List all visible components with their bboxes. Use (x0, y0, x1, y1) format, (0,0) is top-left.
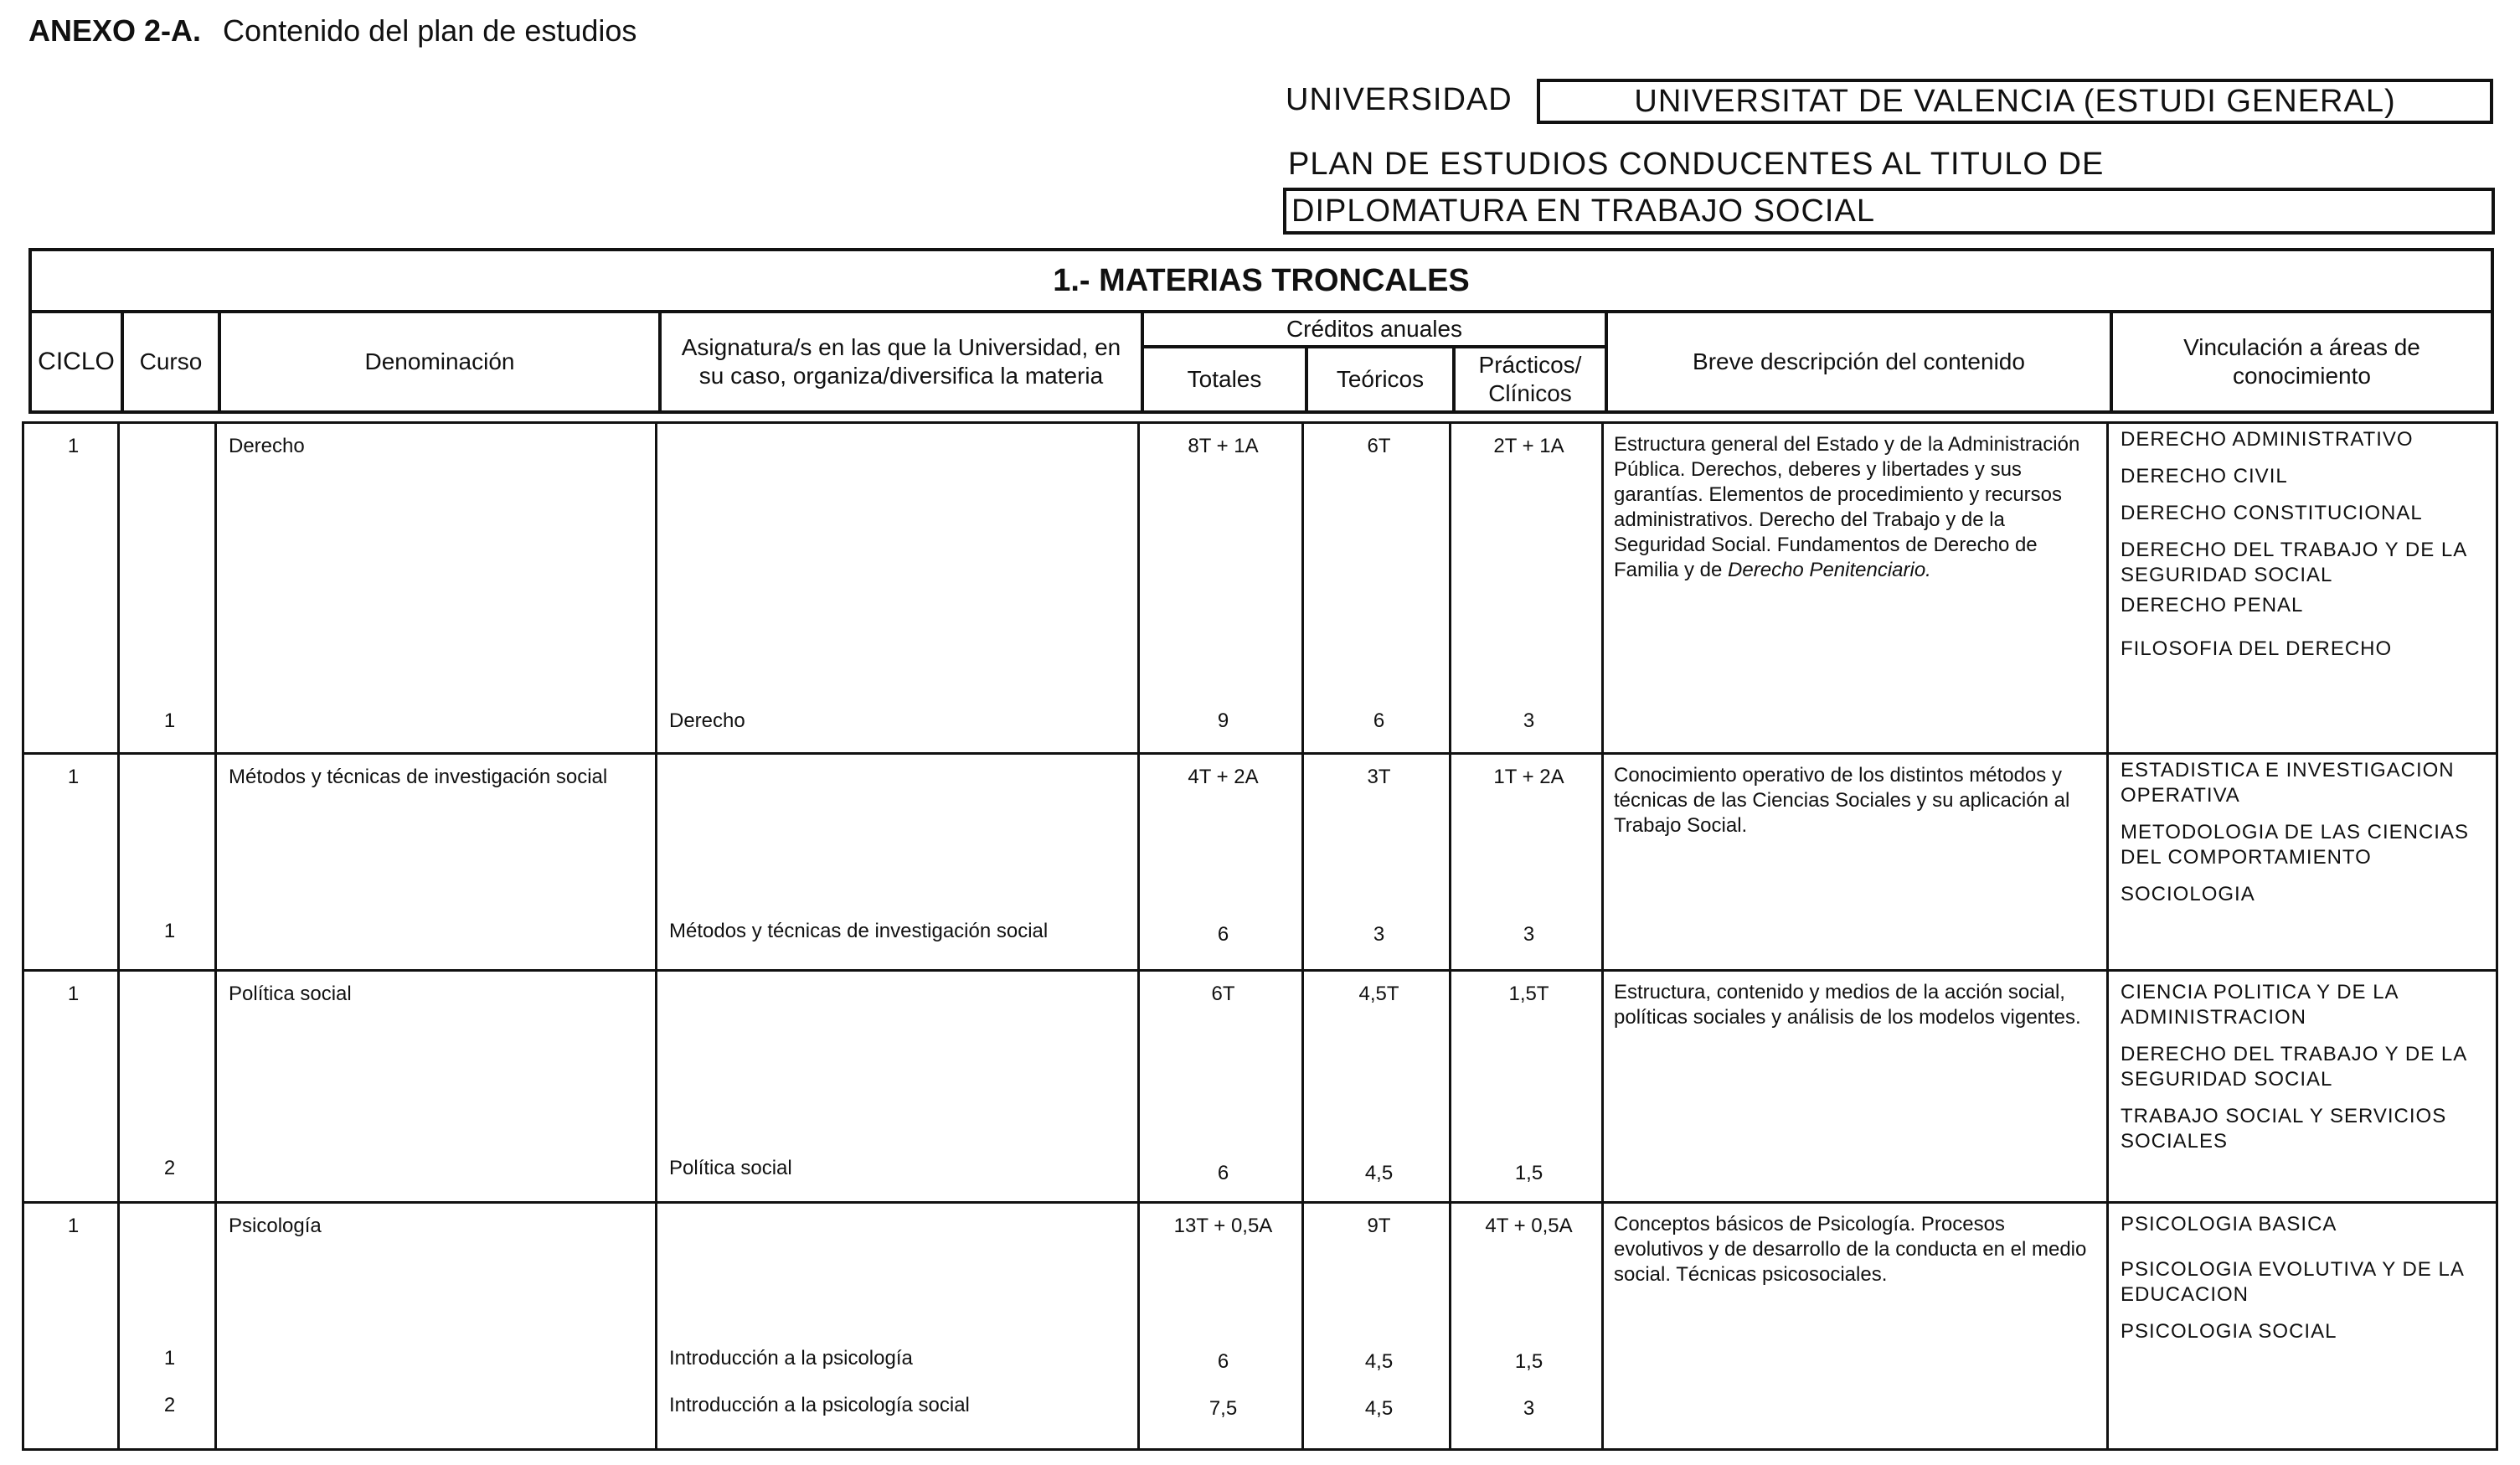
plan-title: DIPLOMATURA EN TRABAJO SOCIAL (1283, 188, 2495, 235)
area-item: DERECHO CONSTITUCIONAL (2121, 502, 2423, 524)
ciclo-value: 1 (67, 983, 80, 1005)
header-curso: Curso (121, 310, 221, 414)
area-item: DERECHO ADMINISTRATIVO (2121, 428, 2414, 451)
totales-value: 6T (1211, 983, 1235, 1005)
table-row (23, 754, 2497, 971)
asignatura-teoricos: 4,5 (1364, 1350, 1394, 1373)
descripcion-value: Conceptos básicos de Psicología. Procesos evolutivos y de desarrollo de la conducta en el medio social. Técnicas psicosociales. (1614, 1213, 2087, 1286)
header-practicos: Prácticos/ Clínicos (1452, 345, 1608, 414)
curso-value: 2 (163, 1157, 176, 1179)
descripcion-value: Estructura, contenido y medios de la acción social, políticas sociales y análisis de los modelos vigentes. (1614, 981, 2081, 1029)
annex-title: Contenido del plan de estudios (223, 13, 637, 48)
asignatura-practicos: 1,5 (1514, 1162, 1543, 1184)
areas-list (2121, 758, 2489, 919)
totales-value: 8T + 1A (1188, 435, 1259, 457)
curso-value: 1 (163, 1347, 176, 1370)
annex-heading (28, 13, 636, 49)
asignatura-practicos: 3 (1523, 709, 1535, 732)
area-item: PSICOLOGIA EVOLUTIVA Y DE LA EDUCACION (2121, 1258, 2464, 1306)
area-item: PSICOLOGIA BASICA (2121, 1213, 2337, 1235)
header-vinculacion: Vinculación a áreas de conocimiento (2110, 310, 2494, 414)
asignatura-totales: 6 (1217, 923, 1229, 946)
area-item: ESTADISTICA E INVESTIGACION OPERATIVA (2121, 759, 2455, 807)
header-asignaturas: Asignatura/s en las que la Universidad, en su caso, organiza/diversifica la materia (658, 310, 1144, 414)
asignatura-totales: 6 (1217, 1350, 1229, 1373)
practicos-value: 4T + 0,5A (1485, 1215, 1573, 1237)
area-item: TRABAJO SOCIAL Y SERVICIOS SOCIALES (2121, 1105, 2447, 1153)
asignatura-value: Política social (669, 1157, 792, 1179)
asignatura-totales: 9 (1217, 709, 1229, 732)
header-descripcion: Breve descripción del contenido (1605, 310, 2113, 414)
header-creditos: Créditos anuales (1141, 310, 1608, 348)
teoricos-value: 3T (1367, 766, 1391, 788)
asignatura-value: Introducción a la psicología social (669, 1394, 970, 1416)
university-label: UNIVERSIDAD (1286, 82, 1513, 117)
asignatura-value: Introducción a la psicología (669, 1347, 913, 1370)
totales-value: 13T + 0,5A (1173, 1215, 1273, 1237)
area-item: DERECHO DEL TRABAJO Y DE LA SEGURIDAD SOCIAL (2121, 539, 2466, 586)
areas-list (2121, 1212, 2489, 1356)
area-item: SOCIOLOGIA (2121, 883, 2255, 905)
denominacion-value: Política social (229, 983, 352, 1005)
practicos-value: 1T + 2A (1493, 766, 1564, 788)
areas-list (2121, 980, 2489, 1166)
table-row (23, 1203, 2497, 1450)
section-title: 1.- MATERIAS TRONCALES (28, 248, 2494, 313)
area-item: DERECHO CIVIL (2121, 465, 2288, 487)
area-item: DERECHO DEL TRABAJO Y DE LA SEGURIDAD SOCIAL (2121, 1043, 2466, 1091)
ciclo-value: 1 (67, 1215, 80, 1237)
curso-value: 1 (163, 920, 176, 942)
ciclo-value: 1 (67, 435, 80, 457)
header-denominacion: Denominación (218, 310, 662, 414)
ciclo-value: 1 (67, 766, 80, 788)
asignatura-totales: 7,5 (1208, 1397, 1238, 1420)
areas-list (2121, 427, 2489, 673)
curso-value: 2 (163, 1394, 176, 1416)
area-item: FILOSOFIA DEL DERECHO (2121, 637, 2393, 660)
asignatura-teoricos: 4,5 (1364, 1397, 1394, 1420)
plan-label: PLAN DE ESTUDIOS CONDUCENTES AL TITULO DE (1288, 147, 2105, 182)
asignatura-teoricos: 6 (1373, 709, 1385, 732)
teoricos-value: 4,5T (1358, 983, 1399, 1005)
teoricos-value: 6T (1367, 435, 1391, 457)
area-item: DERECHO PENAL (2121, 594, 2304, 616)
annex-code: ANEXO 2-A. (28, 13, 202, 48)
denominacion-value: Derecho (229, 435, 305, 457)
teoricos-value: 9T (1367, 1215, 1391, 1237)
practicos-value: 1,5T (1508, 983, 1549, 1005)
header-teoricos: Teóricos (1305, 345, 1456, 414)
asignatura-value: Derecho (669, 709, 745, 732)
descripcion-value: Estructura general del Estado y de la Administración Pública. Derechos, deberes y libertades y sus garantías. Elementos de procedimiento y recursos administrativos. Derecho del Trabajo y de la Seguridad Social. Fundamentos de Derecho de Familia y de Derecho Penitenciario. (1614, 433, 2080, 581)
asignatura-practicos: 3 (1523, 1397, 1535, 1420)
practicos-value: 2T + 1A (1493, 435, 1564, 457)
header-ciclo: CICLO (28, 310, 124, 414)
asignatura-teoricos: 3 (1373, 923, 1385, 946)
header-totales: Totales (1141, 345, 1308, 414)
asignatura-teoricos: 4,5 (1364, 1162, 1394, 1184)
asignatura-practicos: 1,5 (1514, 1350, 1543, 1373)
curso-value: 1 (163, 709, 176, 732)
table-row (23, 971, 2497, 1203)
university-name: UNIVERSITAT DE VALENCIA (ESTUDI GENERAL) (1537, 79, 2493, 124)
area-item: METODOLOGIA DE LAS CIENCIAS DEL COMPORTAMIENTO (2121, 821, 2469, 869)
materias-table (22, 421, 2498, 1451)
totales-value: 4T + 2A (1188, 766, 1259, 788)
descripcion-value: Conocimiento operativo de los distintos métodos y técnicas de las Ciencias Sociales y su aplicación al Trabajo Social. (1614, 764, 2070, 837)
area-item: PSICOLOGIA SOCIAL (2121, 1320, 2337, 1343)
table-row (23, 423, 2497, 754)
asignatura-practicos: 3 (1523, 923, 1535, 946)
area-item: CIENCIA POLITICA Y DE LA ADMINISTRACION (2121, 981, 2399, 1029)
denominacion-value: Psicología (229, 1215, 322, 1237)
asignatura-value: Métodos y técnicas de investigación social (669, 920, 1049, 942)
asignatura-totales: 6 (1217, 1162, 1229, 1184)
denominacion-value: Métodos y técnicas de investigación social (229, 766, 608, 788)
